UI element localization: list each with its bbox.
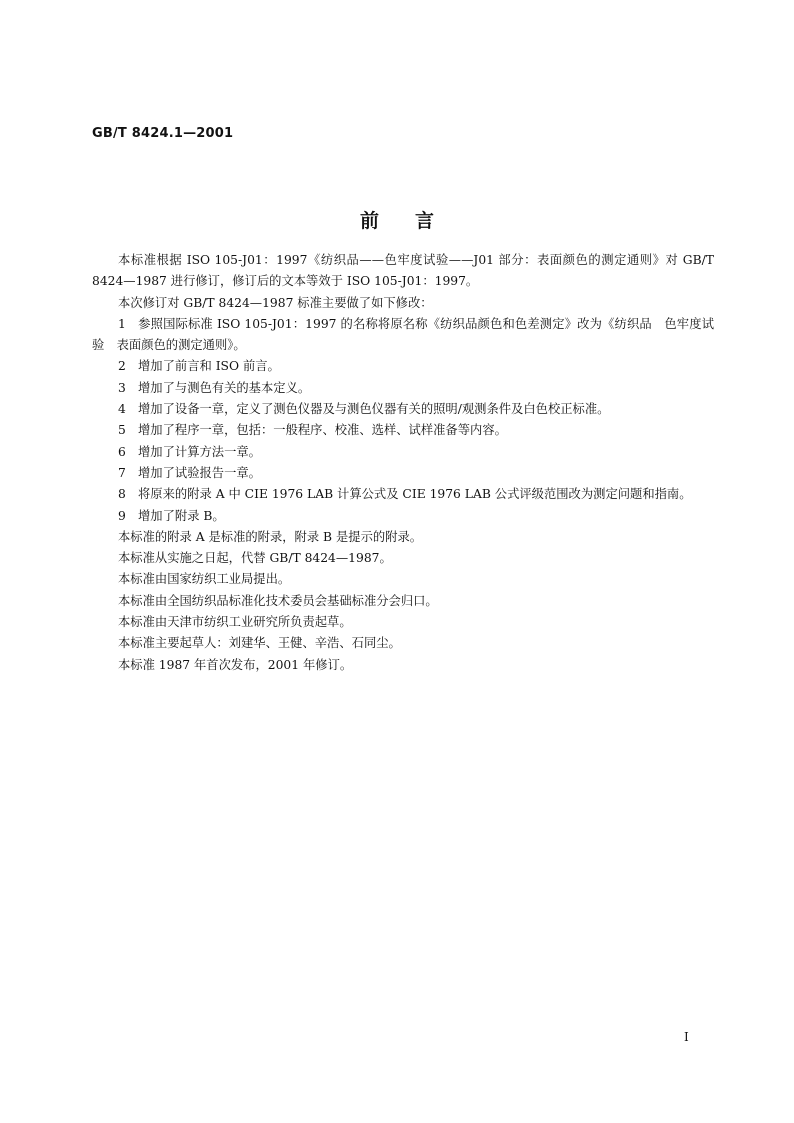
change-text: 将原来的附录 A 中 CIE 1976 LAB 计算公式及 CIE 1976 LAB 公式评级范围改为测定问题和指南。 [138, 487, 692, 502]
change-number: 2 [118, 359, 126, 374]
foreword-body [92, 250, 714, 676]
page-number: I [684, 1030, 689, 1044]
replaces-note: 本标准从实施之日起，代替 GB/T 8424—1987。 [118, 551, 392, 566]
change-text: 参照国际标准 ISO 105-J01：1997 的名称将原名称《纺织品颜色和色差测定》改为《纺织品 色牢度试验 表面颜色的测定通则》。 [92, 316, 714, 353]
change-text: 增加了程序一章，包括：一般程序、校准、选样、试样准备等内容。 [138, 423, 507, 438]
change-number: 6 [118, 444, 126, 459]
change-item [92, 463, 714, 484]
change-number: 1 [118, 316, 126, 331]
standard-code-header: GB/T 8424.1—2001 [92, 126, 234, 141]
change-item [92, 506, 714, 527]
proposed-by-note: 本标准由国家纺织工业局提出。 [118, 572, 291, 587]
change-number: 7 [118, 465, 126, 480]
changes-lead-paragraph: 本次修订对 GB/T 8424—1987 标准主要做了如下修改： [118, 295, 433, 310]
change-text: 增加了前言和 ISO 前言。 [138, 359, 280, 374]
change-item [92, 356, 714, 377]
change-number: 3 [118, 380, 126, 395]
change-number: 5 [118, 423, 126, 438]
change-item [92, 484, 714, 505]
change-item [92, 420, 714, 441]
history-note: 本标准 1987 年首次发布，2001 年修订。 [118, 657, 353, 672]
change-number: 8 [118, 487, 126, 502]
change-item [92, 399, 714, 420]
change-text: 增加了试验报告一章。 [138, 465, 261, 480]
appendix-note: 本标准的附录 A 是标准的附录，附录 B 是提示的附录。 [118, 529, 423, 544]
change-text: 增加了设备一章，定义了测色仪器及与测色仪器有关的照明/观测条件及白色校正标准。 [138, 402, 610, 417]
intro-paragraph: 本标准根据 ISO 105-J01：1997《纺织品——色牢度试验——J01 部分：表面颜色的测定通则》对 GB/T 8424—1987 进行修订，修订后的文本等效于 ISO 105-J01：1997。 [92, 253, 714, 289]
drafted-by-note: 本标准由天津市纺织工业研究所负责起草。 [118, 615, 352, 630]
change-text: 增加了与测色有关的基本定义。 [138, 380, 311, 395]
main-drafters-note: 本标准主要起草人：刘建华、王健、辛浩、石同尘。 [118, 636, 401, 651]
change-number: 4 [118, 402, 126, 417]
managed-by-note: 本标准由全国纺织品标准化技术委员会基础标准分会归口。 [118, 593, 438, 608]
change-item [92, 442, 714, 463]
change-item [92, 314, 714, 357]
page-title: 前言 [359, 210, 470, 232]
change-number: 9 [118, 508, 126, 523]
change-item [92, 378, 714, 399]
change-text: 增加了计算方法一章。 [138, 444, 261, 459]
change-text: 增加了附录 B。 [138, 508, 225, 523]
